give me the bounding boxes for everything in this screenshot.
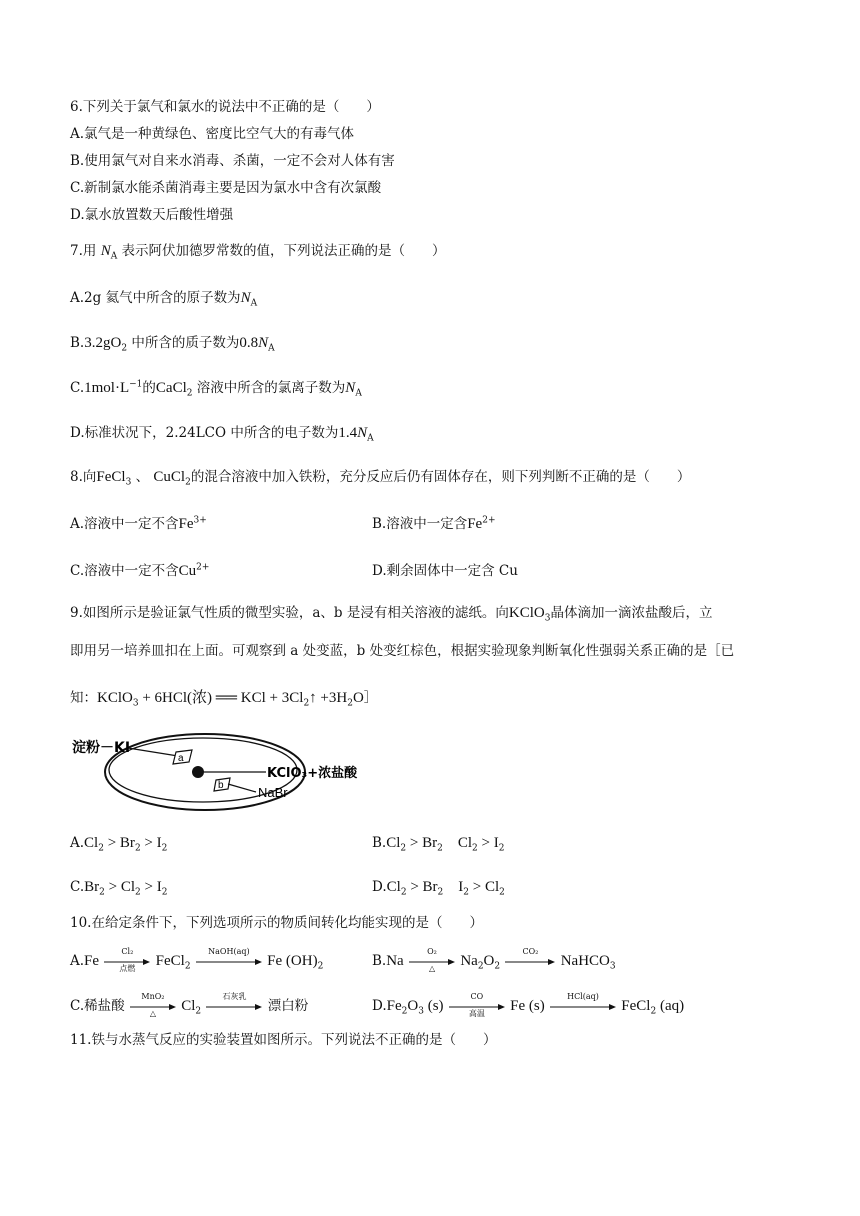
- reaction-arrow: NaOH(aq): [196, 958, 262, 966]
- q7-option-c: $C.1mol\cdot L^{-1}$的CaCl$_2$ 溶液中所含的氯离子数为$N_A$: [70, 379, 362, 399]
- q7-option-a: A.2g 氦气中所含的原子数为$N_A$: [70, 290, 258, 309]
- nabr-label: NaBr: [258, 785, 288, 800]
- q9-option-c: $C.Br_2 > Cl_2 > I_2$: [70, 879, 168, 898]
- reaction-arrow: HCl(aq): [550, 1003, 616, 1011]
- q6-option-d: D.氯水放置数天后酸性增强: [70, 207, 234, 223]
- starch-ki-label: 淀粉－KI: [72, 740, 131, 756]
- petri-dish-figure: [70, 730, 400, 820]
- q9-option-d: $D.Cl_2 > Br_2$ $I_2 > Cl_2$: [372, 879, 505, 898]
- q10-option-b: B.Na O₂ △ $Na_2O_2$ CO₂ NaHCO$_3$: [372, 946, 616, 973]
- q8-option-c: C.溶液中一定不含$Cu^{2+}$: [70, 562, 210, 579]
- q7-option-d: D.标准状况下，2.24LCO 中所含的电子数为$1.4N_A$: [70, 425, 374, 444]
- q6-stem: 6.下列关于氯气和氯水的说法中不正确的是（ ）: [70, 99, 380, 115]
- kclo3-crystal: [192, 766, 204, 778]
- q9-option-b: $B.Cl_2 > Br_2$ $Cl_2 > I_2$: [372, 835, 505, 854]
- q8-stem: 8.向FeCl$_3$ 、 CuCl$_2$的混合溶液中加入铁粉，充分反应后仍有固体存在，则下列判断不正确的是（ ）: [70, 469, 691, 488]
- q10-option-c: C.稀盐酸 MnO₂ △ $Cl_2$ 石灰乳 漂白粉: [70, 991, 309, 1018]
- kclo3-hcl-label: KClO₃+浓盐酸: [267, 766, 358, 781]
- q8-option-a: A.溶液中一定不含$Fe^{3+}$: [70, 515, 207, 532]
- reaction-arrow: MnO₂ △: [130, 1003, 176, 1011]
- q9-stem-line3: 知：KClO$_3$ + 6HCl(浓) ══ KCl + $3Cl_2↑$ $+3H_2O]$: [70, 690, 378, 709]
- reaction-arrow: CO 高温: [449, 1003, 505, 1011]
- reaction-arrow: O₂ △: [409, 958, 455, 966]
- filter-paper-a-label: a: [178, 753, 184, 764]
- q8-option-b: B.溶液中一定含$Fe^{2+}$: [372, 515, 496, 532]
- q10-stem: 10.在给定条件下，下列选项所示的物质间转化均能实现的是（ ）: [70, 915, 483, 931]
- q9-stem-line1: 9.如图所示是验证氯气性质的微型实验，a、b 是浸有相关溶液的滤纸。向KClO$_3$晶体滴加一滴浓盐酸后，立: [70, 605, 713, 624]
- reaction-arrow: Cl₂ 点燃: [104, 958, 150, 966]
- q8-option-d: D.剩余固体中一定含 Cu: [372, 563, 518, 579]
- q6-option-b: B.使用氯气对自来水消毒、杀菌，一定不会对人体有害: [70, 153, 395, 169]
- q6-option-a: A.氯气是一种黄绿色、密度比空气大的有毒气体: [70, 126, 355, 142]
- q10-option-a: A.Fe Cl₂ 点燃 FeCl$_2$ NaOH(aq) Fe $(OH)_2$: [70, 946, 324, 973]
- q7-stem: 7.用 $N_A$ 表示阿伏加德罗常数的值，下列说法正确的是（ ）: [70, 243, 446, 262]
- q9-option-a: $A.Cl_2 > Br_2 > I_2$: [70, 835, 168, 854]
- filter-paper-b-label: b: [218, 780, 224, 791]
- reaction-arrow: CO₂: [505, 958, 555, 966]
- q11-stem: 11.铁与水蒸气反应的实验装置如图所示。下列说法不正确的是（ ）: [70, 1032, 497, 1048]
- reaction-arrow: 石灰乳: [206, 1003, 262, 1011]
- q9-stem-line2: 即用另一培养皿扣在上面。可观察到 a 处变蓝，b 处变红棕色，根据实验现象判断氧化性强弱关系正确的是［已: [70, 643, 735, 659]
- q7-option-b: $B.3.2gO_2$ 中所含的质子数为$0.8N_A$: [70, 335, 275, 354]
- q6-option-c: C.新制氯水能杀菌消毒主要是因为氯水中含有次氯酸: [70, 180, 382, 196]
- q10-option-d: $D.Fe_2O_3$ (s) CO 高温 Fe (s) HCl(aq) FeCl$_2$ (aq): [372, 991, 685, 1018]
